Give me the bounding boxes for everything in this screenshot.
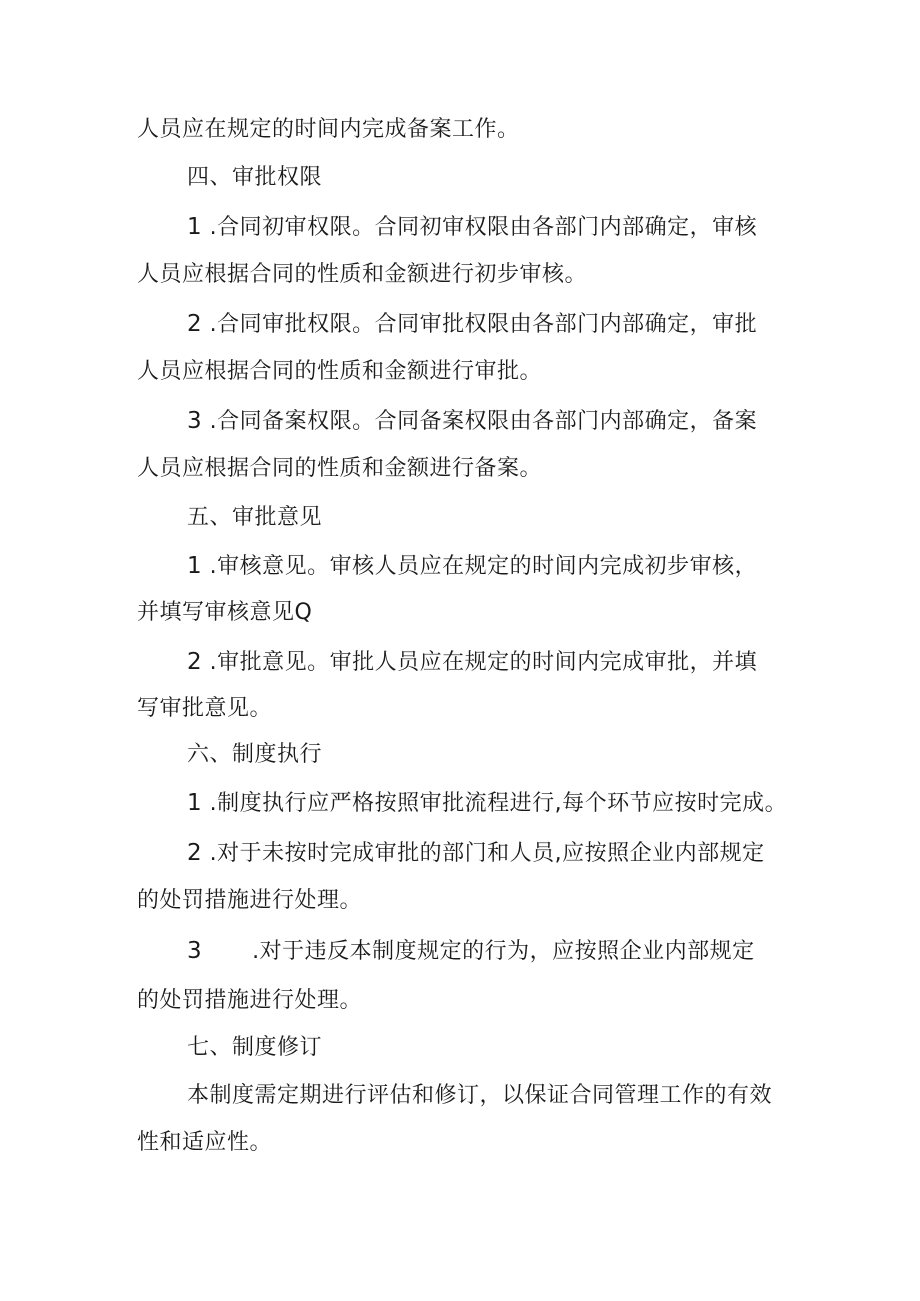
section-heading-approval-authority xyxy=(187,163,322,193)
list-item-approval-authority xyxy=(187,309,757,340)
list-item-continuation xyxy=(137,886,362,916)
list-item-text: 写审批意见。 xyxy=(137,696,273,721)
list-item-number: 1 xyxy=(187,790,203,816)
list-item-review-opinion xyxy=(187,551,757,582)
section-heading-policy-revision xyxy=(187,1033,322,1063)
list-item-continuation xyxy=(137,260,587,290)
list-item-text: 人员应根据合同的性质和金额进行审批。 xyxy=(137,359,543,384)
paragraph-text: 人员应在规定的时间内完成备案工作。 xyxy=(137,117,520,142)
list-item-continuation xyxy=(137,357,542,387)
paragraph-revision xyxy=(187,1081,772,1111)
list-item-approval-opinion xyxy=(187,647,757,678)
list-item-text: 人员应根据合同的性质和金额进行初步审核。 xyxy=(137,262,588,287)
list-item-continuation xyxy=(137,694,272,724)
paragraph-text: 性和适应性。 xyxy=(137,1130,273,1155)
list-item-continuation xyxy=(137,454,542,484)
list-item-text: 人员应根据合同的性质和金额进行备案。 xyxy=(137,456,543,481)
list-item-continuation xyxy=(137,986,362,1016)
list-item-number: 2 xyxy=(187,311,203,337)
paragraph-text: 本制度需定期进行评估和修订，以保证合同管理工作的有效 xyxy=(187,1083,773,1108)
list-item-text: 的处罚措施进行处理。 xyxy=(137,888,363,913)
section-heading-text: 四、审批权限 xyxy=(187,165,323,190)
paragraph-continuation xyxy=(137,115,520,145)
list-item-continuation xyxy=(137,598,312,628)
list-item-number: 3 xyxy=(187,938,203,964)
list-item-number: 3 xyxy=(187,408,203,434)
list-item-number: 1 xyxy=(187,553,203,579)
list-item-text: 的处罚措施进行处理。 xyxy=(137,988,363,1013)
list-item-execution-process xyxy=(187,788,787,819)
list-item-text: .审核意见。审核人员应在规定的时间内完成初步审核， xyxy=(202,554,758,579)
list-item-text: .合同备案权限。合同备案权限由各部门内部确定，备案 xyxy=(202,409,758,434)
section-heading-text: 七、制度修订 xyxy=(187,1035,323,1060)
paragraph-continuation xyxy=(137,1128,272,1158)
list-item-number: 2 xyxy=(187,649,203,675)
list-item-filing-authority xyxy=(187,406,757,437)
list-item-late-approval-penalty xyxy=(187,838,765,869)
list-item-text: .对于违反本制度规定的行为，应按照企业内部规定 xyxy=(252,939,755,964)
list-item-text: .审批意见。审批人员应在规定的时间内完成审批，并填 xyxy=(202,650,758,675)
list-item-initial-review-authority xyxy=(187,212,757,243)
list-item-violation-penalty xyxy=(187,936,755,967)
list-item-text: .制度执行应严格按照审批流程进行,每个环节应按时完成。 xyxy=(202,791,788,816)
section-heading-text: 五、审批意见 xyxy=(187,505,323,530)
list-item-text: .对于未按时完成审批的部门和人员,应按照企业内部规定 xyxy=(202,841,765,866)
list-item-text: .合同审批权限。合同审批权限由各部门内部确定，审批 xyxy=(202,312,758,337)
section-heading-approval-opinions xyxy=(187,503,322,533)
section-heading-policy-execution xyxy=(187,740,322,770)
list-item-number: 1 xyxy=(187,214,203,240)
list-item-number: 2 xyxy=(187,840,203,866)
list-item-text: 并填写审核意见Q xyxy=(137,600,313,625)
section-heading-text: 六、制度执行 xyxy=(187,742,323,767)
list-item-text: .合同初审权限。合同初审权限由各部门内部确定，审核 xyxy=(202,215,758,240)
